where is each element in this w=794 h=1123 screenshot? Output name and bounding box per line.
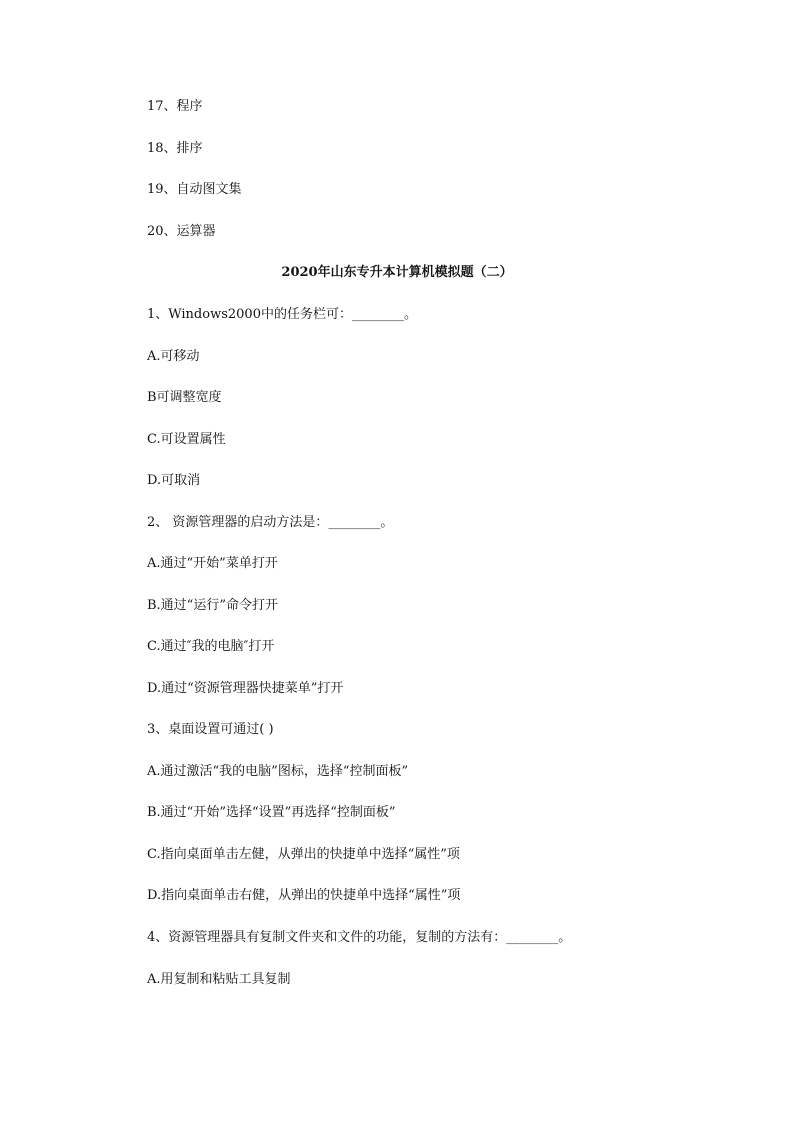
question-2-option-d: D.通过“资源管理器快捷菜单”打开 bbox=[147, 681, 344, 696]
question-2-option-b: B.通过“运行”命令打开 bbox=[147, 598, 278, 613]
question-2-option-c: C.通过″我的电脑″打开 bbox=[147, 639, 275, 654]
question-3: 3、桌面设置可通过( ) bbox=[147, 722, 274, 737]
question-4: 4、资源管理器具有复制文件夹和文件的功能，复制的方法有：________。 bbox=[147, 930, 572, 945]
question-1-option-b: B可调整宽度 bbox=[147, 390, 222, 405]
answer-line-19: 19、自动图文集 bbox=[147, 182, 242, 197]
section-title: 2020年山东专升本计算机模拟题（二） bbox=[281, 265, 513, 280]
question-2: 2、 资源管理器的启动方法是：________。 bbox=[147, 515, 394, 530]
question-3-option-c: C.指向桌面单击左健，从弹出的快捷单中选择“属性”项 bbox=[147, 847, 460, 862]
question-1: 1、Windows2000中的任务栏可：________。 bbox=[147, 307, 417, 322]
question-1-option-c: C.可设置属性 bbox=[147, 432, 226, 447]
question-4-option-a: A.用复制和粘贴工具复制 bbox=[147, 972, 291, 987]
question-2-option-a: A.通过“开始”菜单打开 bbox=[147, 556, 278, 571]
question-1-option-d: D.可取消 bbox=[147, 473, 201, 488]
answer-line-17: 17、程序 bbox=[147, 99, 203, 114]
answer-line-20: 20、运算器 bbox=[147, 224, 216, 239]
answer-line-18: 18、排序 bbox=[147, 141, 203, 156]
question-3-option-b: B.通过“开始”选择“设置”再选择“控制面板” bbox=[147, 805, 396, 820]
question-3-option-a: A.通过激活“我的电脑”图标，选择“控制面板” bbox=[147, 764, 409, 779]
question-1-option-a: A.可移动 bbox=[147, 349, 200, 364]
question-3-option-d: D.指向桌面单击右健，从弹出的快捷单中选择“属性”项 bbox=[147, 888, 461, 903]
